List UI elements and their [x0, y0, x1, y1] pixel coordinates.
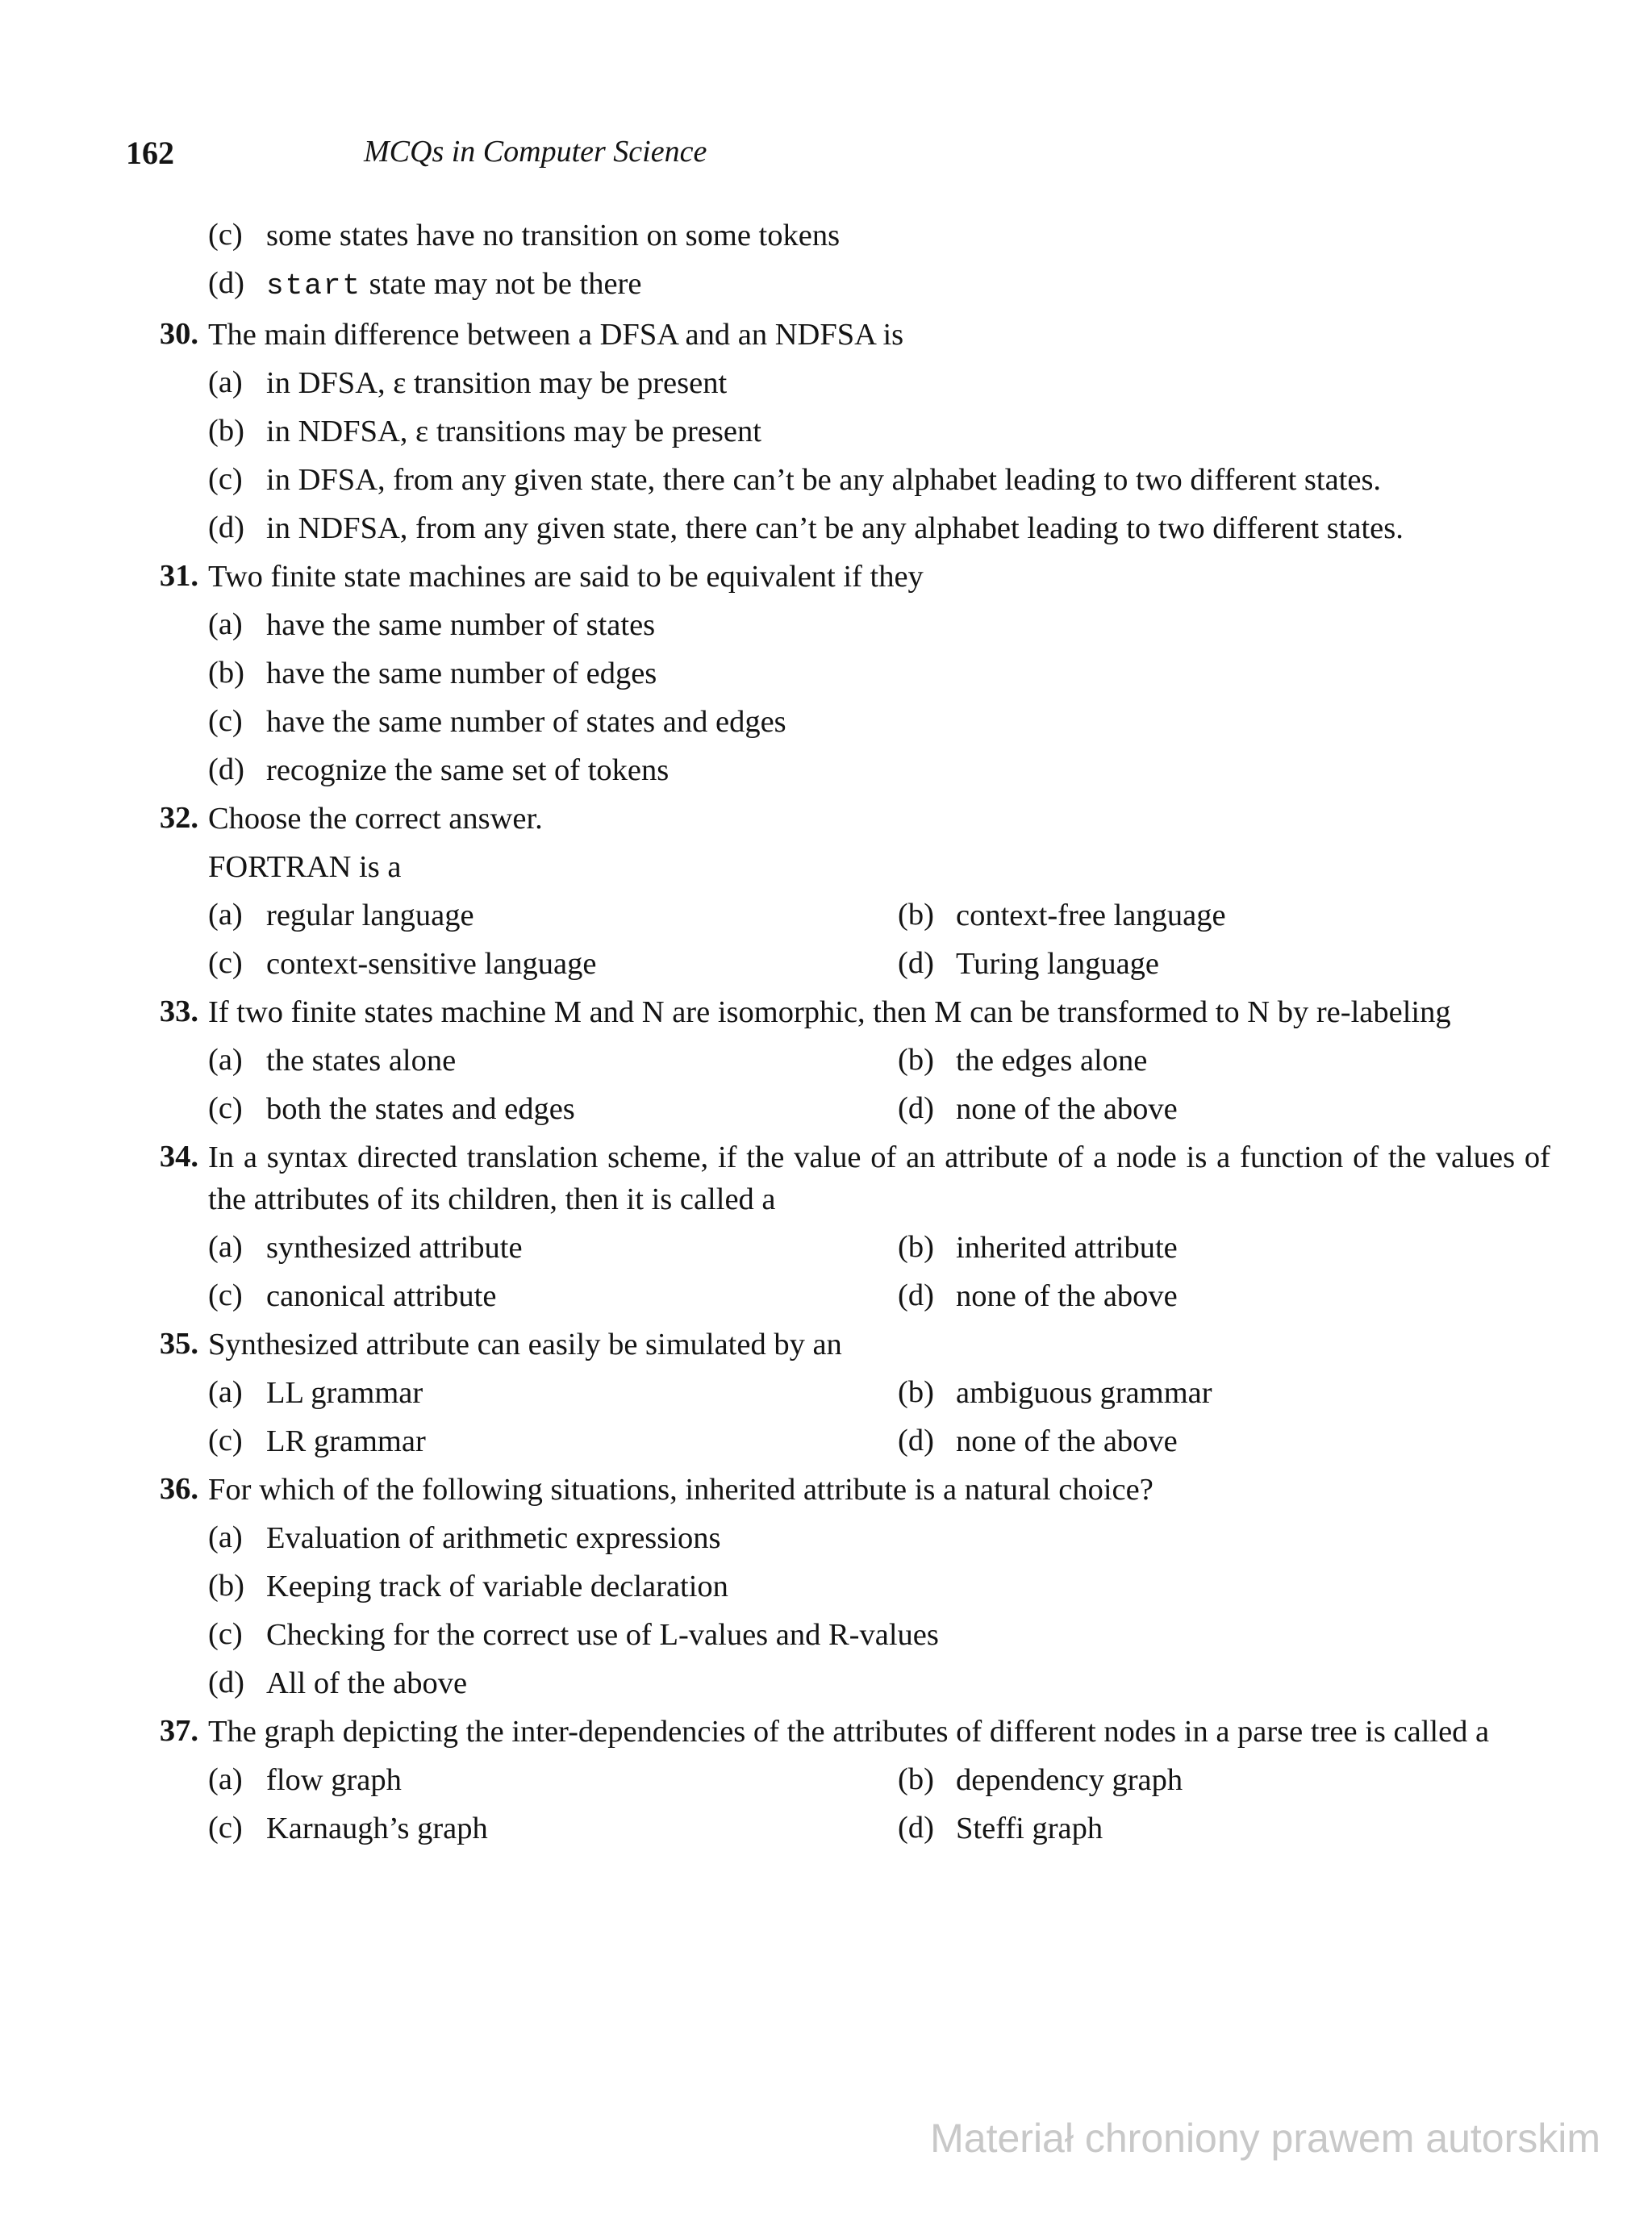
option-text: recognize the same set of tokens	[266, 753, 670, 787]
option	[898, 1085, 1550, 1133]
option-text: context-free language	[956, 899, 1226, 932]
option	[898, 1804, 1550, 1853]
option-row	[137, 1611, 1550, 1659]
question-text: In a syntax directed translation scheme, if the value of an attribute of a node is a function of the values of the attributes of its children, then it is called a	[208, 1140, 1550, 1216]
option-row	[137, 649, 1550, 698]
option-row	[137, 746, 1550, 794]
option-label: (d)	[898, 1278, 934, 1312]
page-header	[126, 134, 1578, 182]
option-text: regular language	[266, 899, 474, 932]
option-label: (b)	[898, 1762, 934, 1796]
question-36	[137, 1466, 1550, 1514]
option-label: (d)	[208, 753, 244, 786]
option-label: (c)	[208, 1811, 243, 1845]
option-text: in DFSA, ε transition may be present	[266, 366, 728, 400]
option-text: in NDFSA, ε transitions may be present	[266, 415, 761, 448]
option-text	[266, 260, 641, 311]
option	[208, 1562, 728, 1611]
option-row	[137, 1659, 1550, 1708]
question-37	[137, 1708, 1550, 1756]
option-label: (c)	[208, 1091, 243, 1125]
option-text: canonical attribute	[266, 1279, 497, 1313]
option-label: (a)	[208, 1520, 243, 1554]
option-text: flow graph	[266, 1763, 402, 1797]
option-label: (a)	[208, 607, 243, 641]
option	[898, 1272, 1550, 1320]
option-pair	[137, 1804, 1550, 1853]
code-token: start	[266, 269, 362, 302]
option	[208, 698, 786, 746]
question-number-spacer	[137, 843, 208, 891]
option-pair	[137, 1756, 1550, 1804]
option	[208, 260, 641, 311]
option-label: (a)	[208, 365, 243, 399]
option	[898, 1369, 1550, 1417]
option-label: (d)	[898, 1091, 934, 1125]
option-label: (a)	[208, 898, 243, 932]
option	[208, 746, 669, 794]
option-pair	[137, 1369, 1550, 1417]
option-row	[137, 1562, 1550, 1611]
option-text: in NDFSA, from any given state, there can’t be any alphabet leading to two different states.	[266, 511, 1404, 545]
option-text: Turing language	[956, 947, 1160, 981]
option-text: Keeping track of variable declaration	[266, 1570, 728, 1603]
option-text: All of the above	[266, 1666, 468, 1700]
option-text: synthesized attribute	[266, 1231, 523, 1265]
option	[208, 1036, 898, 1085]
option-text: Steffi graph	[956, 1812, 1103, 1845]
option	[898, 1756, 1550, 1804]
option-row	[137, 407, 1550, 456]
question-31	[137, 552, 1550, 601]
question-32	[137, 794, 1550, 843]
question-text: Two finite state machines are said to be equivalent if they	[208, 560, 924, 594]
option-label: (c)	[208, 1424, 243, 1457]
option-text: none of the above	[956, 1424, 1178, 1458]
option	[208, 940, 898, 988]
option-text: have the same number of edges	[266, 657, 657, 690]
option	[898, 1224, 1550, 1272]
option-label: (d)	[208, 511, 244, 544]
option-text: some states have no transition on some tokens	[266, 219, 841, 252]
page-number: 162	[126, 135, 174, 171]
question-list	[137, 211, 1550, 1853]
question-number: 37.	[159, 1714, 198, 1748]
question-35	[137, 1320, 1550, 1369]
option-label: (a)	[208, 1762, 243, 1796]
option-pair	[137, 940, 1550, 988]
option-row	[137, 456, 1550, 504]
option	[208, 891, 898, 940]
option	[208, 601, 655, 649]
option	[898, 940, 1550, 988]
option	[208, 1611, 939, 1659]
question-subtext: FORTRAN is a	[208, 850, 402, 884]
question-text: Synthesized attribute can easily be simulated by an	[208, 1328, 842, 1361]
question-32-subtext	[137, 843, 1550, 891]
option-label: (c)	[208, 946, 243, 980]
option-text: both the states and edges	[266, 1092, 575, 1126]
copyright-watermark: Materiał chroniony prawem autorskim	[930, 2116, 1600, 2161]
option-text: inherited attribute	[956, 1231, 1178, 1265]
option-text-rest: state may not be there	[361, 267, 642, 301]
option	[208, 1756, 898, 1804]
option	[208, 1224, 898, 1272]
option-label: (a)	[208, 1043, 243, 1077]
option-text: have the same number of states and edges	[266, 705, 786, 739]
option-row	[137, 601, 1550, 649]
option-text: none of the above	[956, 1279, 1178, 1313]
option	[208, 1369, 898, 1417]
option-pair	[137, 891, 1550, 940]
option-text: Evaluation of arithmetic expressions	[266, 1521, 721, 1555]
option-label: (b)	[208, 1569, 244, 1603]
option	[208, 1659, 467, 1708]
option-text: LL grammar	[266, 1376, 423, 1410]
option	[208, 1417, 898, 1466]
question-number: 32.	[159, 801, 198, 835]
option	[208, 359, 727, 407]
question-number: 33.	[159, 994, 198, 1028]
option-label: (b)	[898, 1375, 934, 1409]
question-30	[137, 311, 1550, 359]
question-33	[137, 988, 1550, 1036]
question-number: 35.	[159, 1327, 198, 1361]
option-row	[137, 211, 1550, 260]
option-text: the states alone	[266, 1044, 457, 1078]
option-row	[137, 504, 1550, 552]
option-text: the edges alone	[956, 1044, 1148, 1078]
option-text: none of the above	[956, 1092, 1178, 1126]
option-label: (c)	[208, 704, 243, 738]
option-label: (a)	[208, 1230, 243, 1264]
option-label: (b)	[208, 656, 244, 690]
question-number: 31.	[159, 559, 198, 593]
option-row	[137, 698, 1550, 746]
option-label: (d)	[898, 1424, 934, 1457]
option-text: in DFSA, from any given state, there can’t be any alphabet leading to two different states.	[266, 463, 1382, 497]
option-text: dependency graph	[956, 1763, 1183, 1797]
option-label: (b)	[208, 414, 244, 448]
option-text: context-sensitive language	[266, 947, 597, 981]
option-label: (d)	[898, 1811, 934, 1845]
option-pair	[137, 1417, 1550, 1466]
option-pair	[137, 1272, 1550, 1320]
option-label: (b)	[898, 1043, 934, 1077]
option	[208, 1272, 898, 1320]
option-label: (a)	[208, 1375, 243, 1409]
question-34	[137, 1133, 1550, 1224]
option-row	[137, 260, 1550, 311]
question-text: The graph depicting the inter-dependencies of the attributes of different nodes in a parse tree is called a	[208, 1715, 1490, 1749]
option	[208, 1514, 720, 1562]
question-number: 34.	[159, 1140, 198, 1174]
option-label: (c)	[208, 1278, 243, 1312]
question-text: If two finite states machine M and N are isomorphic, then M can be transformed to N by re-labeling	[208, 995, 1451, 1029]
option-row	[137, 359, 1550, 407]
option-pair	[137, 1224, 1550, 1272]
option-label: (c)	[208, 218, 243, 252]
option	[208, 407, 761, 456]
option	[898, 891, 1550, 940]
option	[208, 456, 1381, 504]
question-number: 36.	[159, 1472, 198, 1506]
option-pair	[137, 1085, 1550, 1133]
option-label: (d)	[208, 1666, 244, 1699]
option	[208, 1085, 898, 1133]
option-label: (b)	[898, 898, 934, 932]
option-label: (c)	[208, 1617, 243, 1651]
option-text: have the same number of states	[266, 608, 656, 642]
option	[208, 504, 1404, 552]
option-label: (d)	[898, 946, 934, 980]
option-row	[137, 1514, 1550, 1562]
option	[208, 1804, 898, 1853]
option	[208, 649, 657, 698]
question-text: The main difference between a DFSA and an NDFSA is	[208, 318, 904, 352]
option	[898, 1036, 1550, 1085]
option-label: (c)	[208, 462, 243, 496]
question-text: For which of the following situations, inherited attribute is a natural choice?	[208, 1473, 1153, 1507]
option-text: Karnaugh’s graph	[266, 1812, 488, 1845]
question-number: 30.	[159, 317, 198, 351]
book-title: MCQs in Computer Science	[364, 135, 707, 169]
option-text: LR grammar	[266, 1424, 426, 1458]
option	[898, 1417, 1550, 1466]
option	[208, 211, 840, 260]
question-text: Choose the correct answer.	[208, 802, 543, 836]
option-text: Checking for the correct use of L-values and R-values	[266, 1618, 939, 1652]
option-pair	[137, 1036, 1550, 1085]
option-label: (d)	[208, 266, 244, 300]
option-text: ambiguous grammar	[956, 1376, 1212, 1410]
option-label: (b)	[898, 1230, 934, 1264]
